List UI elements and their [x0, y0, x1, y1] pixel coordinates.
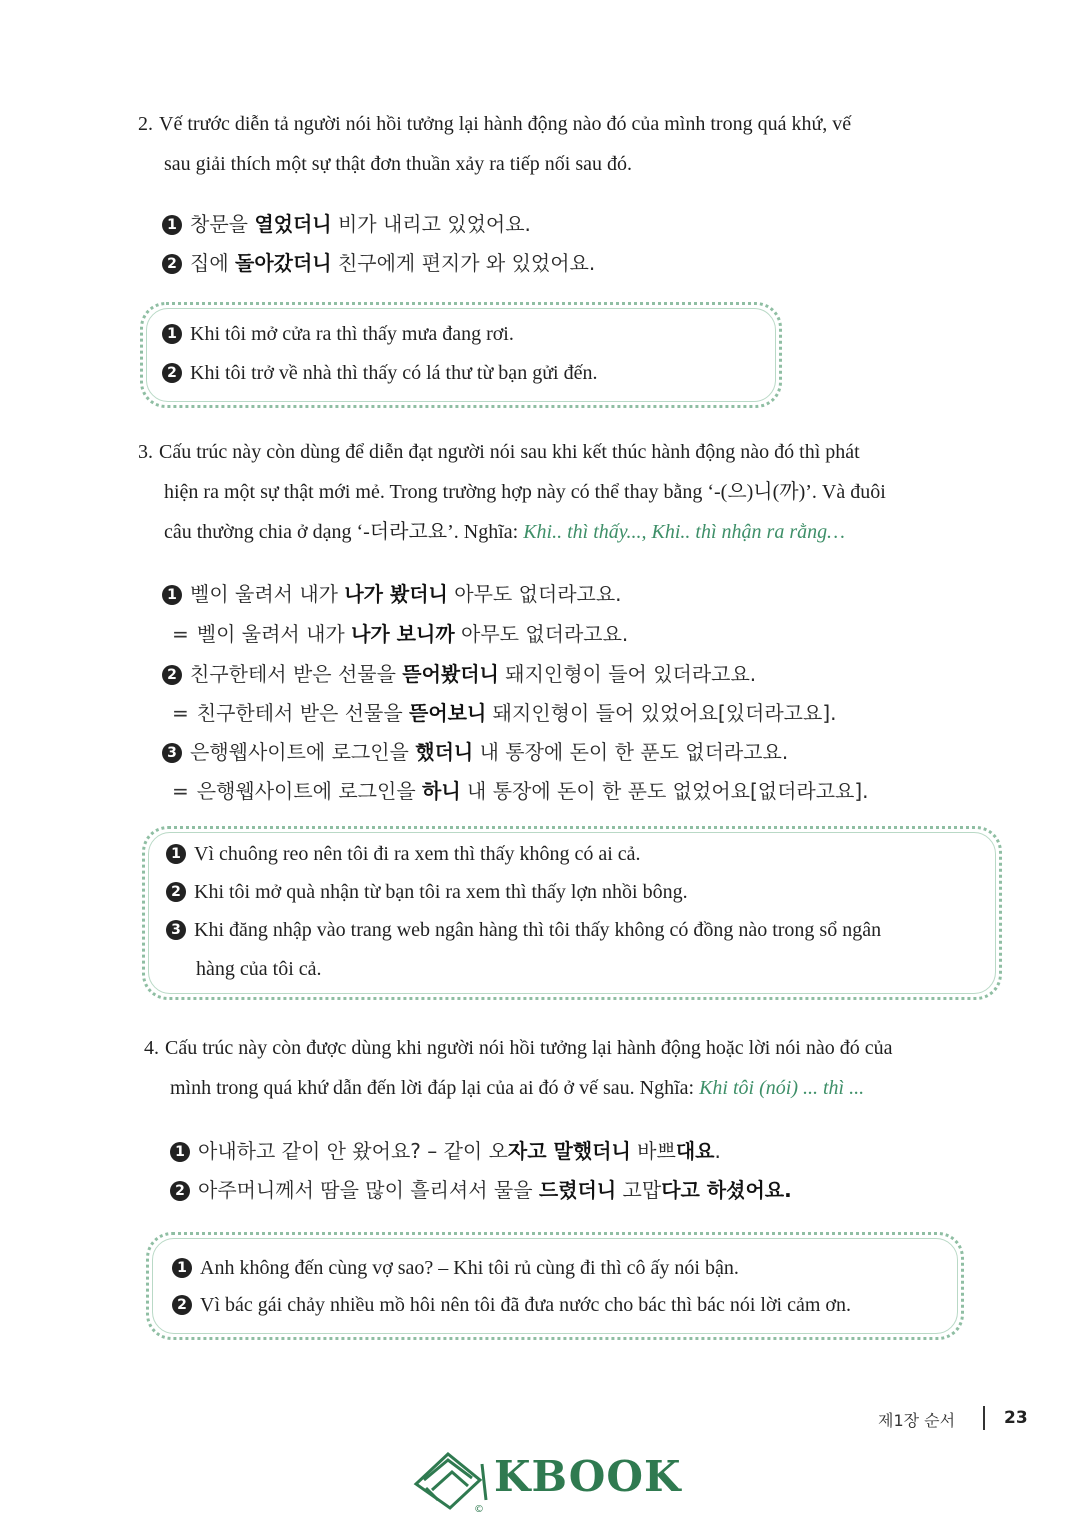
translation-box [140, 302, 782, 408]
grammar-highlight: 다고 하셨어요. [661, 1178, 792, 1202]
section-text-line: sau giải thích một sự thật đơn thuần xảy ra tiếp nối sau đó. [164, 153, 632, 175]
example-text: 비가 내리고 있었어요. [331, 212, 531, 236]
number-badge: 3 [162, 743, 182, 763]
example-text: 돼지인형이 들어 있더라고요. [498, 662, 757, 686]
grammar-highlight: 나가 보니까 [351, 622, 455, 646]
equivalent-sentence [172, 620, 628, 648]
example-text: 친구한테서 받은 선물을 [190, 662, 403, 686]
grammar-highlight: 나가 봤더니 [344, 582, 448, 606]
translation-line [172, 1291, 851, 1319]
number-badge: 1 [172, 1258, 192, 1278]
example-text: 아무도 없더라고요. [447, 582, 622, 606]
section-text-line: mình trong quá khứ dẫn đến lời đáp lại của ai đó ở vế sau. Nghĩa: Khi tôi (nói) ... thì ... [170, 1077, 865, 1099]
translation-text: hàng của tôi cả. [196, 958, 322, 980]
translation-line [166, 840, 641, 868]
equals-sign: = [172, 779, 189, 803]
number-badge: 1 [166, 844, 186, 864]
example-text: 고맙 [616, 1178, 662, 1202]
grammar-highlight: 뜯어봤더니 [402, 662, 499, 686]
translation-text: Vì chuông reo nên tôi đi ra xem thì thấy không có ai cả. [194, 843, 641, 865]
grammar-highlight: 대요 [675, 1139, 715, 1163]
translation-line [162, 320, 514, 348]
number-badge: 2 [162, 363, 182, 383]
example-text: 친구한테서 받은 선물을 [196, 701, 410, 725]
example-text: 아내하고 같이 안 왔어요? – 같이 오 [198, 1139, 508, 1163]
equivalent-sentence [172, 777, 869, 805]
page-number: 23 [1004, 1408, 1028, 1428]
example-sentence [170, 1137, 721, 1165]
translation-line [166, 878, 688, 906]
number-badge: 1 [170, 1142, 190, 1162]
number-badge: 2 [172, 1295, 192, 1315]
example-text: 벨이 울려서 내가 [196, 622, 352, 646]
chapter-label: 제1장 순서 [878, 1411, 956, 1430]
example-text: 은행웹사이트에 로그인을 [190, 740, 416, 764]
translation-line [162, 359, 597, 387]
translation-line [172, 1254, 739, 1282]
section-3 [138, 432, 978, 552]
translation-text: Khi đăng nhập vào trang web ngân hàng thì tôi thấy không có đồng nào trong sổ ngân [194, 919, 882, 941]
example-text: 친구에게 편지가 와 있었어요. [331, 251, 596, 275]
number-badge: 1 [162, 324, 182, 344]
section-text-line: Vế trước diễn tả người nói hồi tưởng lại hành động nào đó của mình trong quá khứ, vế [159, 113, 852, 135]
example-sentence [162, 660, 756, 688]
translation-text: Khi tôi trở về nhà thì thấy có lá thư từ bạn gửi đến. [190, 362, 598, 384]
example-text: 돼지인형이 들어 있었어요[있더라고요]. [486, 701, 837, 725]
example-text: 창문을 [190, 212, 255, 236]
example-text: 은행웹사이트에 로그인을 [196, 779, 423, 803]
section-text-line: hiện ra một sự thật mới mẻ. Trong trường hợp này có thể thay bằng ‘-(으)니(까)’. Và đuôi [164, 481, 886, 503]
example-text: 벨이 울려서 내가 [190, 582, 345, 606]
copyright-mark: © [474, 1504, 484, 1515]
section-4 [144, 1028, 984, 1108]
example-text: 내 통장에 돈이 한 푼도 없더라고요. [473, 740, 789, 764]
section-text-line: Cấu trúc này còn được dùng khi người nói hồi tưởng lại hành động hoặc lời nói nào đó của [165, 1037, 893, 1059]
section-text-line: câu thường chia ở dạng ‘-더라고요’. Nghĩa: Khi.. thì thấy..., Khi.. thì nhận ra rằng… [164, 521, 845, 543]
section-number: 2. [138, 113, 153, 135]
section-number: 3. [138, 441, 153, 463]
number-badge: 3 [166, 920, 186, 940]
footer-divider [983, 1406, 985, 1430]
logo-wordmark: KBOOK [494, 1452, 682, 1501]
number-badge: 2 [162, 665, 182, 685]
example-text: 아무도 없더라고요. [454, 622, 629, 646]
example-sentence [170, 1176, 792, 1204]
section-text-line: Cấu trúc này còn dùng để diễn đạt người nói sau khi kết thúc hành động nào đó thì phát [159, 441, 860, 463]
example-sentence [162, 580, 622, 608]
number-badge: 1 [162, 215, 182, 235]
equivalent-sentence [172, 699, 836, 727]
section-2 [138, 104, 978, 184]
translation-line [166, 955, 322, 983]
equals-sign: = [172, 701, 189, 725]
example-sentence [162, 249, 595, 277]
grammar-highlight: 뜯어보니 [409, 701, 487, 725]
meaning-text: Khi tôi (nói) ... thì ... [699, 1077, 865, 1099]
grammar-highlight: 드렸더니 [538, 1178, 617, 1202]
grammar-highlight: 열었더니 [254, 212, 332, 236]
number-badge: 2 [162, 254, 182, 274]
translation-text: Khi tôi mở cửa ra thì thấy mưa đang rơi. [190, 323, 514, 345]
grammar-highlight: 자고 말했더니 [507, 1139, 631, 1163]
number-badge: 2 [170, 1181, 190, 1201]
grammar-highlight: 했더니 [415, 740, 474, 764]
section-number: 4. [144, 1037, 159, 1059]
translation-text: Vì bác gái chảy nhiều mồ hôi nên tôi đã đưa nước cho bác thì bác nói lời cảm ơn. [200, 1294, 851, 1316]
grammar-highlight: 하니 [422, 779, 461, 803]
example-text: 집에 [190, 251, 235, 275]
meaning-text: Khi.. thì thấy..., Khi.. thì nhận ra rằng… [523, 521, 845, 543]
translation-line [166, 916, 881, 944]
example-text: 바쁘 [630, 1139, 676, 1163]
equals-sign: = [172, 622, 189, 646]
example-text: 아주머니께서 땀을 많이 흘리셔서 물을 [198, 1178, 539, 1202]
example-text: . [714, 1139, 721, 1163]
translation-box [146, 1232, 964, 1340]
grammar-highlight: 돌아갔더니 [235, 251, 332, 275]
example-sentence [162, 738, 788, 766]
example-text: 내 통장에 돈이 한 푼도 없었어요[없더라고요]. [460, 779, 869, 803]
number-badge: 1 [162, 585, 182, 605]
translation-text: Khi tôi mở quà nhận từ bạn tôi ra xem thì thấy lợn nhồi bông. [194, 881, 688, 903]
example-sentence [162, 210, 531, 238]
translation-text: Anh không đến cùng vợ sao? – Khi tôi rủ cùng đi thì cô ấy nói bận. [200, 1257, 739, 1279]
number-badge: 2 [166, 882, 186, 902]
